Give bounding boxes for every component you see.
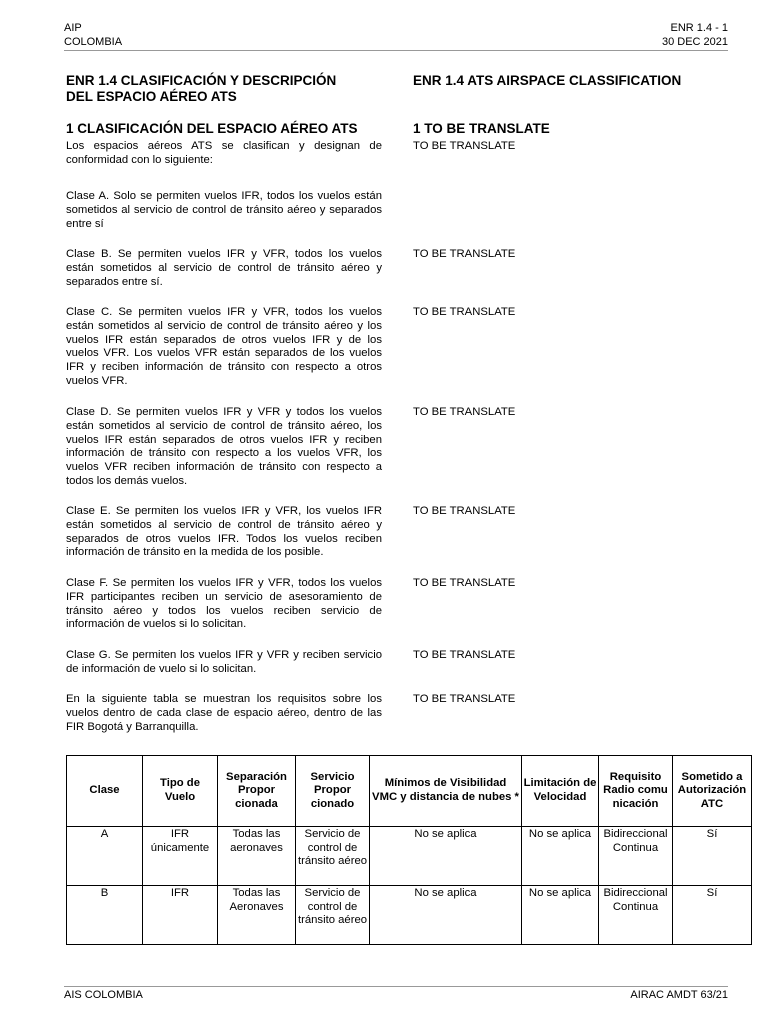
header-country: COLOMBIA: [64, 36, 123, 48]
table-row: [67, 827, 752, 886]
header-date: 30 DEC 2021: [661, 36, 728, 48]
paragraph-class-e: Clase E. Se permiten los vuelos IFR y VFR, los vuelos IFR están sometidos al servicio de control de tránsito aéreo y separados de otros vuelos IFR. Todos los vuelos reciben información de tránsito en la medida de los posible.: [66, 505, 382, 559]
cell-separacion: Todas las aeronaves: [218, 827, 296, 886]
col-header-tipo-vuelo: Tipo de Vuelo: [143, 756, 218, 827]
header-right: [662, 21, 728, 49]
cell-autorizacion-atc: Sí: [673, 827, 752, 886]
paragraph-class-f: Clase F. Se permiten los vuelos IFR y VFR, todos los vuelos IFR participantes reciben un servicio de asesoramiento de tránsito aéreo y todos los vuelos reciben servicio de información de vuelos si lo solicitan.: [66, 577, 382, 631]
col-header-minimos-vmc: Mínimos de Visibilidad VMC y distancia de nubes *: [370, 756, 522, 827]
paragraph-class-d: Clase D. Se permiten vuelos IFR y VFR y todos los vuelos están sometidos al servicio de control de tránsito aéreo, los vuelos IFR están separados de otros vuelos IFR y reciben información de tránsito con respecto a los vuelos VFR, los vuelos VFR reciben información de tránsito con respecto a todos los demás vuelos.: [66, 406, 382, 487]
cell-requisito-radio: Bidireccional Continua: [599, 827, 673, 886]
section-heading-es: 1 CLASIFICACIÓN DEL ESPACIO AÉREO ATS: [66, 121, 358, 136]
paragraph-class-c: Clase C. Se permiten vuelos IFR y VFR, todos los vuelos están sometidos al servicio de control de tránsito aéreo y los vuelos IFR están separados de otros vuelos IFR y de los vuelos VFR. Los vuelos VFR están separados de los vuelos IFR y reciben información de tránsito con respecto a otros vuelos VFR.: [66, 306, 382, 387]
cell-clase: B: [67, 886, 143, 945]
title-es: ENR 1.4 CLASIFICACIÓN Y DESCRIPCIÓN DEL ESPACIO AÉREO ATS: [66, 73, 337, 104]
translation-intro: TO BE TRANSLATE: [413, 140, 516, 152]
col-header-clase: Clase: [67, 756, 143, 827]
translation-class-f: TO BE TRANSLATE: [413, 577, 516, 589]
cell-separacion: Todas las Aeronaves: [218, 886, 296, 945]
translation-class-b: TO BE TRANSLATE: [413, 248, 516, 260]
cell-clase: A: [67, 827, 143, 886]
header-aip: AIP: [64, 22, 82, 34]
col-header-requisito-radio: Requisito Radio comu nicación: [599, 756, 673, 827]
cell-limitacion-velocidad: No se aplica: [522, 827, 599, 886]
cell-tipo-vuelo: IFR: [143, 886, 218, 945]
cell-autorizacion-atc: Sí: [673, 886, 752, 945]
cell-minimos-vmc: No se aplica: [370, 886, 522, 945]
col-header-servicio: Servicio Propor cionado: [296, 756, 370, 827]
paragraph-class-g: Clase G. Se permiten los vuelos IFR y VFR y reciben servicio de información de vuelo si lo solicitan.: [66, 649, 382, 675]
airspace-requirements-table: [66, 755, 752, 945]
footer-rule-left: [64, 986, 396, 987]
paragraph-class-b: Clase B. Se permiten vuelos IFR y VFR, todos los vuelos están sometidos al servicio de control de tránsito aéreo y separados entre sí.: [66, 248, 382, 288]
cell-requisito-radio: Bidireccional Continua: [599, 886, 673, 945]
col-header-limitacion-velocidad: Limitación de Velocidad: [522, 756, 599, 827]
section-heading-en: 1 TO BE TRANSLATE: [413, 121, 550, 136]
paragraph-intro: Los espacios aéreos ATS se clasifican y designan de conformidad con lo siguiente:: [66, 140, 382, 166]
paragraph-table-intro: En la siguiente tabla se muestran los requisitos sobre los vuelos dentro de cada clase de espacio aéreo, dentro de las FIR Bogotá y Barranquilla.: [66, 693, 382, 733]
translation-class-d: TO BE TRANSLATE: [413, 406, 516, 418]
header-left: [64, 21, 122, 49]
footer-rule-right: [396, 986, 728, 987]
header-rule: [64, 50, 728, 51]
footer-right: AIRAC AMDT 63/21: [630, 989, 728, 1001]
paragraph-class-a: Clase A. Solo se permiten vuelos IFR, todos los vuelos están sometidos al servicio de control de tránsito aéreo y separados entre sí: [66, 190, 382, 230]
cell-limitacion-velocidad: No se aplica: [522, 886, 599, 945]
translation-class-c: TO BE TRANSLATE: [413, 306, 516, 318]
table-header-row: [67, 756, 752, 827]
translation-class-g: TO BE TRANSLATE: [413, 649, 516, 661]
col-header-autorizacion-atc: Sometido a Autorización ATC: [673, 756, 752, 827]
translation-table-intro: TO BE TRANSLATE: [413, 693, 516, 705]
header-page-ref: ENR 1.4 - 1: [670, 22, 728, 34]
cell-servicio: Servicio de control de tránsito aéreo: [296, 827, 370, 886]
table-row: [67, 886, 752, 945]
translation-class-e: TO BE TRANSLATE: [413, 505, 516, 517]
cell-tipo-vuelo: IFR únicamente: [143, 827, 218, 886]
title-en: ENR 1.4 ATS AIRSPACE CLASSIFICATION: [413, 73, 682, 88]
cell-servicio: Servicio de control de tránsito aéreo: [296, 886, 370, 945]
footer-left: AIS COLOMBIA: [64, 989, 143, 1001]
col-header-separacion: Separación Propor cionada: [218, 756, 296, 827]
cell-minimos-vmc: No se aplica: [370, 827, 522, 886]
